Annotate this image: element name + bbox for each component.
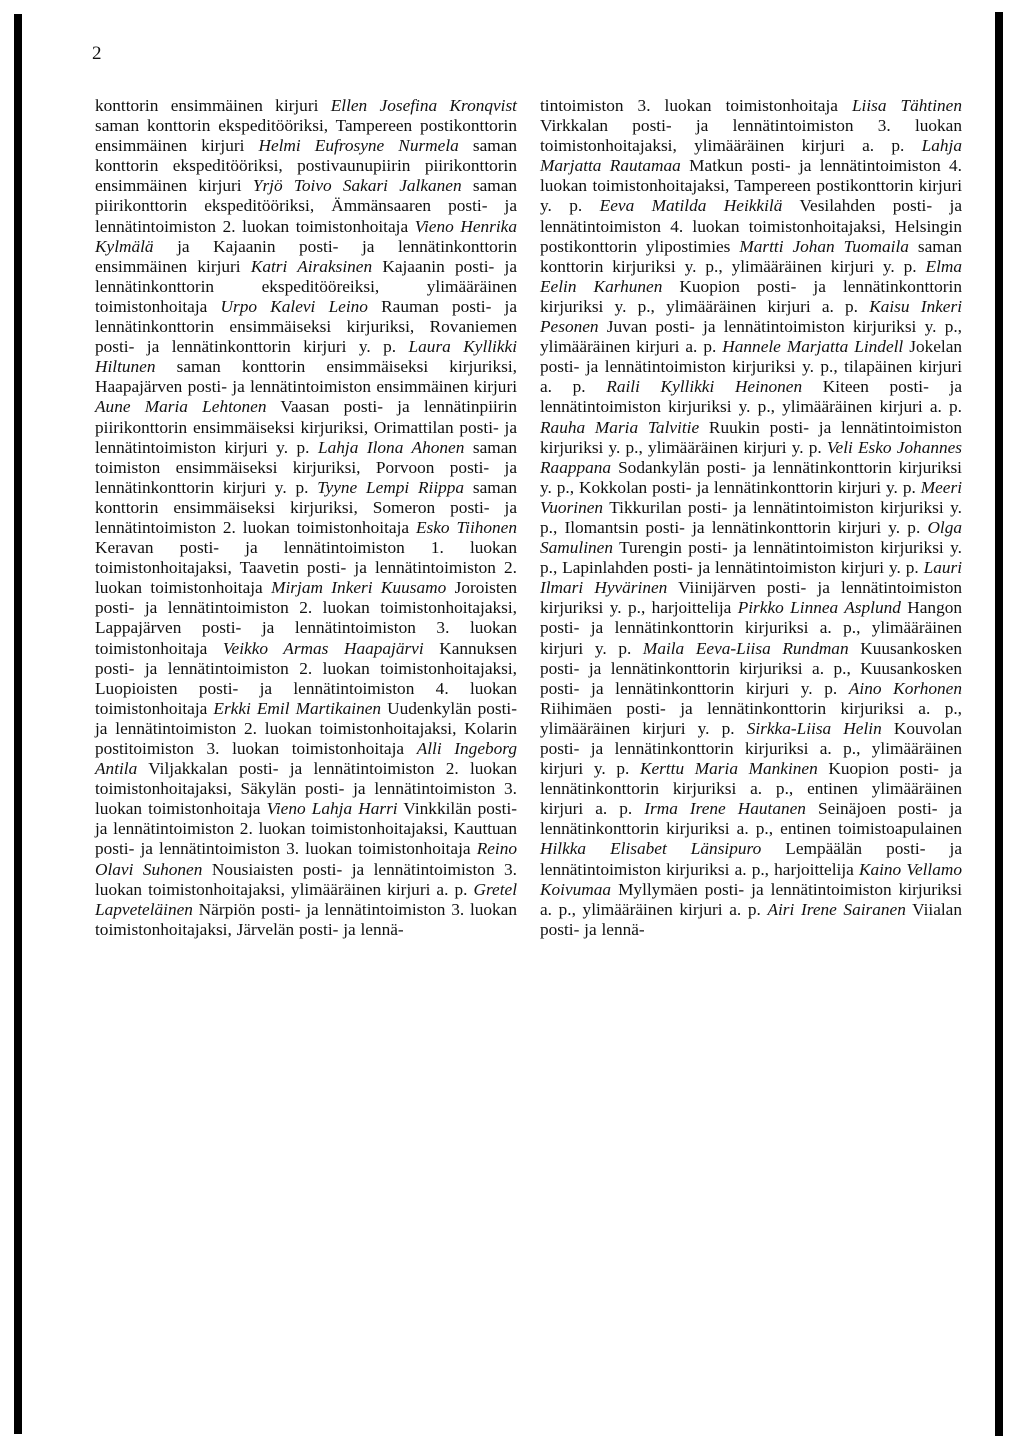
text-run: Vesilahden posti- ja lennätintoimiston 4. luokan toimistonhoitajaksi, Helsingin postikonttorin ylipostimies bbox=[540, 196, 962, 256]
person-name: Hilkka Elisabet Länsipuro bbox=[540, 839, 762, 859]
person-name: Pirkko Linnea Asplund bbox=[737, 598, 901, 618]
text-run: Närpiön posti- ja lennätintoimiston 3. luokan toimistonhoitajaksi, Järvelän posti- ja lennä- bbox=[95, 899, 517, 939]
text-run: Rauman posti- ja lennätinkonttorin ensimmäiseksi kirjuriksi, Rovaniemen posti- ja lennätinkonttorin kirjuri y. p. bbox=[95, 296, 518, 357]
person-name: Kaino Vellamo Koivumaa bbox=[540, 859, 962, 899]
text-run: Sodankylän posti- ja lennätinkonttorin kirjuriksi y. p., Kokkolan posti- ja lennätinkonttorin kirjuri y. p. bbox=[540, 457, 962, 497]
text-run: Jokelan posti- ja lennätintoimiston kirjuriksi y. p., tilapäinen kirjuri a. p. bbox=[540, 337, 963, 397]
person-name: Tyyne Lempi Riippa bbox=[317, 477, 465, 497]
text-run: Tikkurilan posti- ja lennätintoimiston kirjuriksi y. p., Ilomantsin posti- ja lennätinkonttorin kirjuri y. p. bbox=[540, 497, 962, 537]
person-name: Helmi Eufrosyne Nurmela bbox=[258, 136, 459, 156]
person-name: Lahja Marjatta Rautamaa bbox=[540, 136, 962, 176]
person-name: Elma Eelin Karhunen bbox=[540, 256, 962, 296]
page-number: 2 bbox=[92, 43, 102, 64]
text-run: Turengin posti- ja lennätintoimiston kirjuriksi y. p., Lapinlahden posti- ja lennätintoimiston kirjuri y. p. bbox=[540, 538, 962, 578]
person-name: Liisa Tähtinen bbox=[851, 96, 962, 115]
text-run: Juvan posti- ja lennätintoimiston kirjuriksi y. p., ylimääräinen kirjuri a. p. bbox=[540, 317, 962, 357]
person-name: Kaisu Inkeri Pesonen bbox=[540, 296, 962, 337]
person-name: Raili Kyllikki Heinonen bbox=[606, 377, 803, 397]
person-name: Ellen Josefina Kronqvist bbox=[330, 96, 517, 115]
text-run: Kuusankosken posti- ja lennätinkonttorin kirjuriksi a. p., Kuusankosken posti- ja lennätinkonttorin kirjuri y. p. bbox=[540, 638, 962, 698]
left-border-rule bbox=[14, 14, 22, 1434]
text-run: tintoimiston 3. luokan toimistonhoitaja bbox=[540, 96, 852, 115]
text-column-left bbox=[95, 96, 517, 940]
text-run: Kannuksen posti- ja lennätintoimiston 2. luokan toimistonhoitajaksi, Luopioisten posti- ja lennätintoimiston 4. luokan toimistonhoitaja bbox=[95, 638, 518, 718]
person-name: Veli Esko Johannes Raappana bbox=[540, 437, 963, 477]
person-name: Sirkka-Liisa Helin bbox=[746, 718, 882, 738]
person-name: Olga Samulinen bbox=[540, 517, 962, 558]
text-run: konttorin ensimmäinen kirjuri bbox=[95, 96, 331, 115]
text-run: Riihimäen posti- ja lennätinkonttorin kirjuriksi a. p., ylimääräinen kirjuri y. p. bbox=[540, 698, 962, 738]
text-run: saman konttorin ensimmäiseksi kirjuriksi, Haapajärven posti- ja lennätintoimiston ensimmäinen kirjuri bbox=[95, 357, 517, 397]
text-run: saman toimiston ensimmäiseksi kirjuriksi, Porvoon posti- ja lennätinkonttorin kirjuri y. p. bbox=[95, 437, 518, 497]
person-name: Lahja Ilona Ahonen bbox=[318, 437, 465, 457]
text-run: Ruukin posti- ja lennätintoimiston kirjuriksi y. p., ylimääräinen kirjuri y. p. bbox=[540, 417, 962, 457]
text-run: Nousiaisten posti- ja lennätintoimiston 3. luokan toimistonhoitajaksi, ylimääräinen kirjuri a. p. bbox=[95, 859, 517, 899]
person-name: Reino Olavi Suhonen bbox=[95, 839, 517, 879]
person-name: Kerttu Maria Mankinen bbox=[639, 759, 818, 779]
text-run: Viialan posti- ja lennä- bbox=[540, 899, 962, 939]
person-name: Gretel Lapveteläinen bbox=[95, 879, 517, 919]
person-name: Hannele Marjatta Lindell bbox=[722, 337, 904, 357]
person-name: Maila Eeva-Liisa Rundman bbox=[642, 638, 849, 658]
text-column-right bbox=[540, 96, 962, 940]
text-run: Kuopion posti- ja lennätinkonttorin kirjuriksi a. p., entinen ylimääräinen kirjuri a. p. bbox=[540, 759, 963, 819]
person-name: Katri Airaksinen bbox=[250, 256, 373, 276]
person-name: Mirjam Inkeri Kuusamo bbox=[271, 578, 447, 598]
text-run: Kuopion posti- ja lennätinkonttorin kirjuriksi y. p., ylimääräinen kirjuri a. p. bbox=[540, 276, 962, 316]
person-name: Lauri Ilmari Hyvärinen bbox=[540, 558, 962, 598]
text-run: Myllymäen posti- ja lennätintoimiston kirjuriksi a. p., ylimääräinen kirjuri a. p. bbox=[540, 879, 962, 919]
person-name: Esko Tiihonen bbox=[415, 517, 517, 537]
text-run: Viinijärven posti- ja lennätintoimiston kirjuriksi y. p., harjoittelija bbox=[540, 578, 962, 618]
person-name: Alli Ingeborg Antila bbox=[95, 739, 517, 779]
person-name: Irma Irene Hautanen bbox=[644, 799, 806, 819]
text-run: saman konttorin ensimmäiseksi kirjuriksi, Someron posti- ja lennätintoimiston 2. luokan toimistonhoitaja bbox=[95, 477, 518, 537]
person-name: Veikko Armas Haapajärvi bbox=[222, 638, 424, 658]
text-run: Keravan posti- ja lennätintoimiston 1. luokan toimistonhoitajaksi, Taavetin posti- ja lennätintoimiston 2. luokan toimistonhoitaja bbox=[95, 538, 517, 598]
text-run: Joroisten posti- ja lennätintoimiston 2. luokan toimistonhoitajaksi, Lappajärven posti- ja lennätintoimiston 3. luokan toimistonhoitaja bbox=[95, 578, 517, 658]
text-run: Viljakkalan posti- ja lennätintoimiston 2. luokan toimistonhoitajaksi, Säkylän posti- ja lennätintoimiston 3. luokan toimistonhoitaja bbox=[95, 759, 517, 819]
person-name: Meeri Vuorinen bbox=[540, 477, 962, 517]
text-run: saman konttorin kirjuriksi y. p., ylimääräinen kirjuri y. p. bbox=[540, 236, 963, 276]
text-run: saman konttorin ekspeditööriksi, Tampereen postikonttorin ensimmäinen kirjuri bbox=[95, 116, 517, 156]
text-run: ja Kajaanin posti- ja lennätinkonttorin ensimmäinen kirjuri bbox=[95, 236, 517, 276]
text-run: Uudenkylän posti- ja lennätintoimiston 2. luokan toimistonhoitajaksi, Kolarin postitoimiston 3. luokan toimistonhoitaja bbox=[95, 698, 517, 758]
person-name: Airi Irene Sairanen bbox=[767, 899, 906, 919]
text-run: Vaasan posti- ja lennätinpiirin piirikonttorin ensimmäiseksi kirjuriksi, Orimattilan posti- ja lennätintoimiston kirjuri y. p. bbox=[95, 397, 517, 457]
person-name: Vieno Lahja Harri bbox=[266, 799, 398, 819]
body-paragraph bbox=[95, 96, 517, 940]
person-name: Vieno Henrika Kylmälä bbox=[95, 216, 517, 256]
text-run: Lempäälän posti- ja lennätintoimiston kirjuriksi a. p., harjoittelija bbox=[540, 839, 962, 879]
person-name: Laura Kyllikki Hiltunen bbox=[95, 337, 517, 377]
text-run: Hangon posti- ja lennätinkonttorin kirjuriksi a. p., ylimääräinen kirjuri y. p. bbox=[540, 598, 962, 658]
text-run: Virkkalan posti- ja lennätintoimiston 3. luokan toimistonhoitajaksi, ylimääräinen kirjuri a. p. bbox=[540, 116, 962, 156]
person-name: Urpo Kalevi Leino bbox=[220, 296, 368, 316]
person-name: Aino Korhonen bbox=[848, 678, 962, 698]
text-run: Kouvolan posti- ja lennätinkonttorin kirjuriksi a. p., ylimääräinen kirjuri y. p. bbox=[540, 718, 962, 779]
person-name: Rauha Maria Talvitie bbox=[540, 417, 700, 437]
right-border-rule bbox=[995, 12, 1003, 1436]
person-name: Martti Johan Tuomaila bbox=[739, 236, 909, 256]
text-run: Seinäjoen posti- ja lennätinkonttorin kirjuriksi a. p., entinen toimistoapulainen bbox=[540, 799, 963, 839]
text-run: saman piirikonttorin ekspeditööriksi, Ämmänsaaren posti- ja lennätintoimiston 2. luokan toimistonhoitaja bbox=[95, 176, 517, 236]
person-name: Yrjö Toivo Sakari Jalkanen bbox=[252, 176, 462, 196]
text-run: Kiteen posti- ja lennätintoimiston kirjuriksi y. p., ylimääräinen kirjuri a. p. bbox=[540, 377, 962, 417]
text-run: Matkun posti- ja lennätintoimiston 4. luokan toimistonhoitajaksi, Tampereen postikonttorin kirjuri y. p. bbox=[540, 156, 962, 216]
person-name: Erkki Emil Martikainen bbox=[213, 698, 382, 718]
text-run: saman konttorin ekspeditööriksi, postivaunupiirin piirikonttorin ensimmäinen kirjuri bbox=[95, 136, 517, 196]
text-run: Vinkkilän posti- ja lennätintoimiston 2. luokan toimistonhoitajaksi, Kauttuan posti- ja lennätintoimiston 3. luokan toimistonhoitaja bbox=[95, 799, 517, 859]
person-name: Eeva Matilda Heikkilä bbox=[599, 196, 783, 216]
text-run: Kajaanin posti- ja lennätinkonttorin ekspeditööreiksi, ylimääräinen toimistonhoitaja bbox=[95, 256, 518, 316]
body-paragraph bbox=[540, 96, 962, 940]
person-name: Aune Maria Lehtonen bbox=[95, 397, 267, 417]
